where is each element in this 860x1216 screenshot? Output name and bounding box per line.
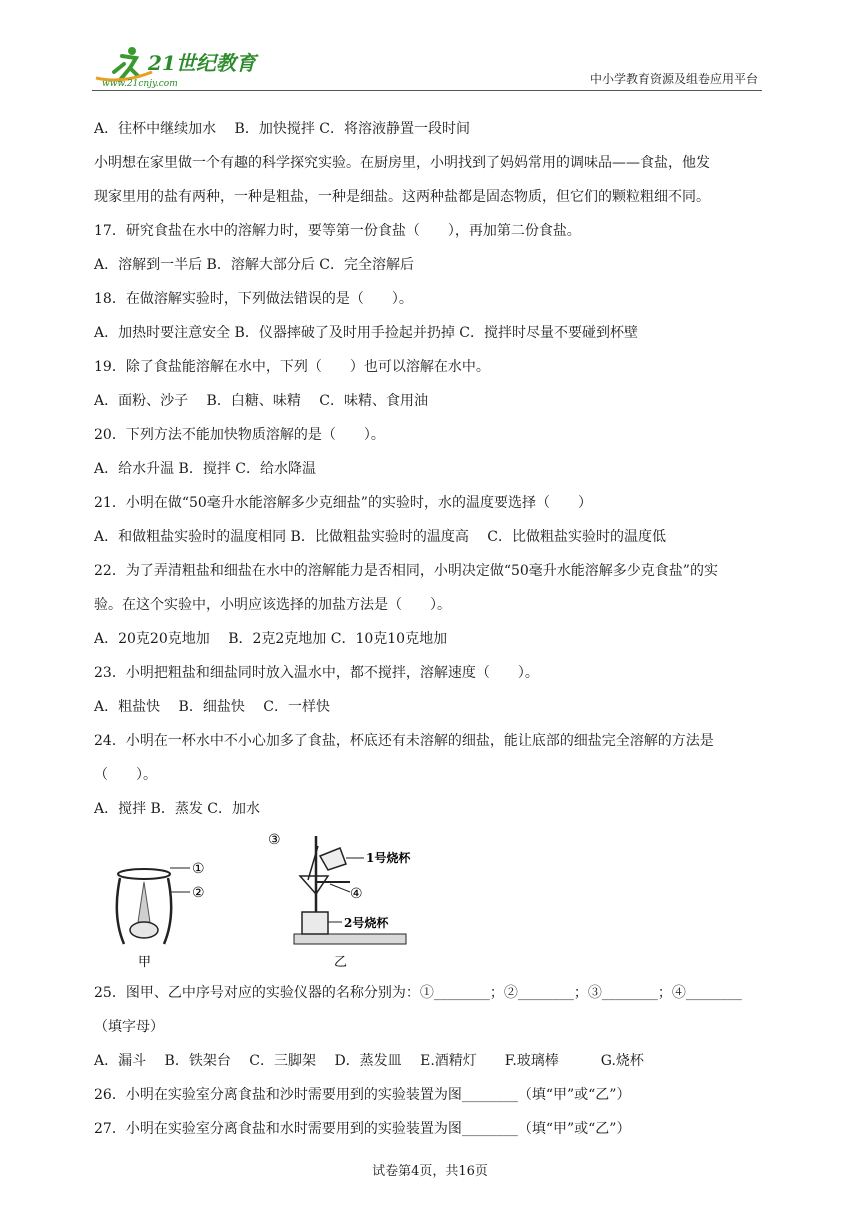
text-line: A．溶解到一半后 B．溶解大部分后 C．完全溶解后 — [94, 257, 415, 273]
text-line: 26．小明在实验室分离食盐和沙时需要用到的实验装置为图________（填“甲”或“乙”） — [94, 1087, 631, 1103]
beaker-2 — [302, 912, 328, 934]
text-line: 17．研究食盐在水中的溶解力时，要等第一份食盐（ ），再加第二份食盐。 — [94, 223, 581, 239]
text-line: A．20克20克地加 B．2克2克地加 C．10克10克地加 — [94, 631, 448, 647]
apparatus-yi — [268, 832, 411, 970]
text-line: A．往杯中继续加水 B．加快搅拌 C．将溶液静置一段时间 — [94, 121, 471, 137]
text-line: A．加热时要注意安全 B．仪器摔破了及时用手捡起并扔掉 C．搅拌时尽量不要碰到杯壁 — [94, 325, 639, 341]
text-line: 19．除了食盐能溶解在水中，下列（ ）也可以溶解在水中。 — [94, 359, 490, 375]
text-line: 23．小明把粗盐和细盐同时放入温水中，都不搅拌，溶解速度（ ）。 — [94, 665, 539, 681]
text-line: A．给水升温 B．搅拌 C．给水降温 — [94, 461, 317, 477]
text-line: A．粗盐快 B．细盐快 C．一样快 — [94, 699, 331, 715]
runner-icon — [96, 47, 152, 80]
platform-name: 中小学教育资源及组卷应用平台 — [589, 72, 758, 86]
evaporating-dish — [118, 869, 170, 879]
flame — [138, 882, 150, 922]
label-1: ① — [192, 861, 205, 877]
tripod-leg — [164, 878, 171, 944]
label-line — [330, 884, 350, 892]
iron-stand-base — [294, 934, 406, 944]
experiment-figure — [94, 826, 770, 976]
text-line: A．和做粗盐实验时的温度相同 B．比做粗盐实验时的温度高 C．比做粗盐实验时的温度低 — [94, 529, 667, 545]
text-line: A．漏斗 B．铁架台 C．三脚架 D．蒸发皿 E.酒精灯 F.玻璃棒 G.烧杯 — [94, 1053, 644, 1069]
text-line: 25．图甲、乙中序号对应的实验仪器的名称分别为：①________；②________；③________；④________ — [94, 985, 742, 1001]
label-4: ④ — [350, 886, 363, 902]
text-line: 现家里用的盐有两种，一种是粗盐，一种是细盐。这两种盐都是固态物质，但它们的颗粒粗细不同。 — [94, 189, 710, 205]
text-line: （填字母） — [94, 1019, 164, 1035]
logo — [92, 42, 262, 88]
text-line: A．搅拌 B．蒸发 C．加水 — [94, 801, 261, 817]
label-3: ③ — [268, 832, 281, 848]
text-line: 18．在做溶解实验时，下列做法错误的是（ ）。 — [94, 291, 413, 307]
text-line: 22．为了弄清粗盐和细盐在水中的溶解能力是否相同，小明决定做“50毫升水能溶解多少克食盐”的实 — [94, 563, 718, 579]
page-header — [92, 42, 762, 91]
funnel — [300, 876, 328, 894]
text-line: 20．下列方法不能加快物质溶解的是（ ）。 — [94, 427, 385, 443]
question-content — [94, 112, 770, 1146]
apparatus-jia — [117, 861, 205, 970]
label-2: ② — [192, 885, 205, 901]
caption-yi: 乙 — [334, 955, 348, 970]
tripod-leg — [117, 878, 124, 944]
text-line: 验。在这个实验中，小明应该选择的加盐方法是（ ）。 — [94, 597, 451, 613]
beaker-2-label: 2号烧杯 — [344, 916, 389, 930]
text-line: （ ）。 — [94, 767, 157, 783]
beaker-1 — [320, 848, 346, 870]
beaker-1-label: 1号烧杯 — [366, 851, 411, 865]
text-line: 21．小明在做“50毫升水能溶解多少克细盐”的实验时，水的温度要选择（ ） — [94, 495, 592, 511]
text-line: 小明想在家里做一个有趣的科学探究实验。在厨房里，小明找到了妈妈常用的调味品——食盐，他发 — [94, 155, 710, 171]
caption-jia: 甲 — [138, 955, 152, 970]
alcohol-lamp — [130, 922, 158, 938]
logo-url: www.21cnjy.com — [102, 79, 178, 88]
text-line: A．面粉、沙子 B．白糖、味精 C．味精、食用油 — [94, 393, 429, 409]
logo-text: 21世纪教育 — [148, 51, 256, 75]
page-footer: 试卷第4页，共16页 — [372, 1164, 488, 1179]
text-line: 24．小明在一杯水中不小心加多了食盐，杯底还有未溶解的细盐，能让底部的细盐完全溶解的方法是 — [94, 733, 714, 749]
text-line: 27．小明在实验室分离食盐和水时需要用到的实验装置为图________（填“甲”或“乙”） — [94, 1121, 631, 1137]
